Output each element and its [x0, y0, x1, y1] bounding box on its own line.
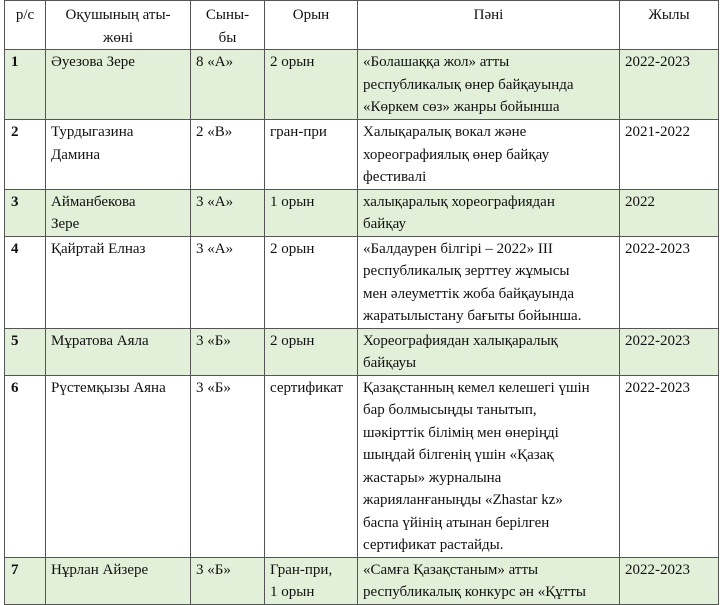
place-line: 1 орын: [270, 584, 315, 600]
row-number-cell: 7: [5, 557, 46, 604]
student-name-cell: [46, 120, 191, 190]
row-number-cell: 2: [5, 120, 46, 190]
subject-line: хореографиялық өнер байқау: [363, 146, 550, 163]
place-line: 2 орын: [270, 332, 315, 349]
subject-cell: [358, 189, 620, 236]
subject-cell: [358, 236, 620, 328]
subject-cell: [358, 120, 620, 190]
place-line: 2 орын: [270, 240, 315, 257]
subject-line: халықаралық хореографиядан: [363, 193, 555, 210]
subject-line: республикалық өнер байқауында: [363, 76, 574, 93]
class-cell: 3 «Б»: [191, 328, 265, 375]
subject-line: шәкірттік білімің мен өнеріңді: [363, 424, 559, 441]
place-cell: [265, 375, 358, 557]
student-name-cell: [46, 50, 191, 120]
student-name-line: Әуезова Зере: [51, 54, 135, 70]
subject-line: «Болашаққа жол» атты: [363, 54, 510, 70]
student-name-cell: [46, 328, 191, 375]
class-cell: 3 «А»: [191, 236, 265, 328]
row-number-cell: 4: [5, 236, 46, 328]
header-year: Жылы: [620, 1, 719, 50]
subject-line: Қазақстанның кемел келешегі үшін: [363, 379, 590, 396]
student-name-cell: [46, 189, 191, 236]
student-name-line: Айманбекова: [51, 193, 136, 210]
student-name-line: Турдыгазина: [51, 124, 134, 140]
header-num: р/с: [5, 1, 46, 50]
year-cell: 2022: [620, 189, 719, 236]
student-name-line: Зере: [51, 216, 80, 232]
subject-line: фестивалі: [363, 169, 427, 185]
row-number-cell: 1: [5, 50, 46, 120]
student-name-cell: [46, 375, 191, 557]
year-cell: 2022-2023: [620, 50, 719, 120]
header-row: [5, 1, 719, 50]
year-cell: 2021-2022: [620, 120, 719, 190]
table-row: [5, 557, 719, 604]
subject-cell: [358, 375, 620, 557]
subject-line: жастары» журналына: [363, 469, 502, 486]
row-number-cell: 3: [5, 189, 46, 236]
table-row: [5, 189, 719, 236]
subject-cell: [358, 557, 620, 604]
place-line: сертификат: [270, 379, 344, 396]
subject-line: сертификат растайды.: [363, 537, 504, 553]
subject-line: байқауы: [363, 355, 417, 371]
subject-cell: [358, 328, 620, 375]
subject-line: байқау: [363, 216, 407, 232]
year-cell: 2022-2023: [620, 375, 719, 557]
subject-line: Хореографиядан халықаралық: [363, 332, 558, 349]
place-cell: [265, 557, 358, 604]
place-line: гран-при: [270, 124, 327, 140]
student-name-line: Нұрлан Айзере: [51, 561, 149, 578]
place-cell: [265, 189, 358, 236]
subject-line: республикалық зерттеу жұмысы: [363, 263, 570, 279]
student-name-line: Дамина: [51, 146, 101, 163]
subject-line: шыңдай білгенің үшін «Қазақ: [363, 447, 554, 463]
class-cell: 3 «А»: [191, 189, 265, 236]
subject-cell: [358, 50, 620, 120]
place-cell: [265, 120, 358, 190]
year-cell: 2022-2023: [620, 236, 719, 328]
student-name-line: Рүстемқызы Аяна: [51, 379, 166, 396]
subject-line: жаратылыстану бағыты бойынша.: [363, 308, 582, 324]
header-class-line: Сыны-: [205, 7, 250, 23]
student-name-line: Мұратова Аяла: [51, 332, 149, 349]
subject-line: республикалық конкурс ән «Құтты: [363, 584, 586, 600]
table-row: [5, 50, 719, 120]
subject-line: жарияланғаныңды «Zhastar kz»: [363, 492, 563, 508]
subject-line: бар болмысыңды танытып,: [363, 402, 537, 418]
table-row: [5, 328, 719, 375]
place-cell: [265, 328, 358, 375]
class-cell: 2 «В»: [191, 120, 265, 190]
subject-line: «Балдаурен білгірі – 2022» III: [363, 240, 553, 257]
header-subject: Пәні: [358, 1, 620, 50]
header-class: [191, 1, 265, 50]
table-row: [5, 236, 719, 328]
place-cell: [265, 236, 358, 328]
row-number-cell: 5: [5, 328, 46, 375]
class-cell: 3 «Б»: [191, 557, 265, 604]
header-name-line: жөні: [102, 29, 134, 46]
place-line: 1 орын: [270, 193, 315, 210]
row-number-cell: 6: [5, 375, 46, 557]
year-cell: 2022-2023: [620, 557, 719, 604]
header-place: Орын: [265, 1, 358, 50]
subject-line: мен әлеуметтік жоба байқауында: [363, 285, 575, 302]
place-line: 2 орын: [270, 54, 315, 70]
competition-results-table: [4, 0, 719, 605]
student-name-cell: [46, 236, 191, 328]
place-line: Гран-при,: [270, 561, 333, 578]
subject-line: «Көркем сөз» жанры бойынша: [363, 99, 560, 115]
table-body: [5, 50, 719, 605]
table-row: [5, 375, 719, 557]
class-cell: 8 «А»: [191, 50, 265, 120]
subject-line: Халықаралық вокал және: [363, 124, 527, 140]
subject-line: баспа үйінің атынан берілген: [363, 514, 550, 531]
student-name-line: Қайртай Елназ: [51, 240, 146, 257]
student-name-cell: [46, 557, 191, 604]
header-name-line: Оқушының аты-: [65, 7, 171, 23]
place-cell: [265, 50, 358, 120]
class-cell: 3 «Б»: [191, 375, 265, 557]
subject-line: «Самға Қазақстаным» атты: [363, 561, 539, 578]
year-cell: 2022-2023: [620, 328, 719, 375]
table-row: [5, 120, 719, 190]
header-class-line: бы: [218, 29, 237, 46]
header-name: [46, 1, 191, 50]
